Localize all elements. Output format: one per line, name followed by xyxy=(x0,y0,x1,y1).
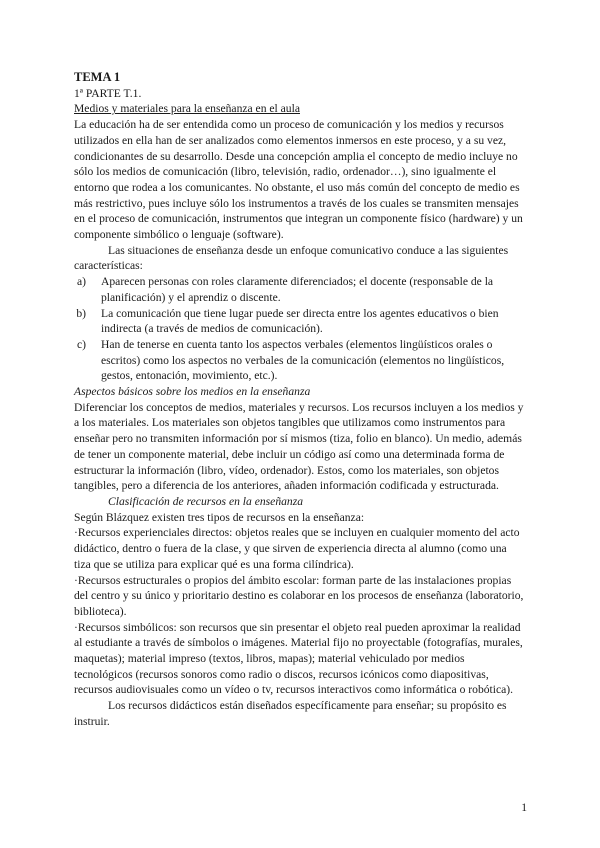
resource-item: ·Recursos experienciales directos: objetos reales que se incluyen en cualquier momento del acto didáctico, dentro o fuera de la clase, y que sirven de experiencia directa al alumno (como una tiza que se utiliza para explicar qué es una forma cilíndrica). xyxy=(74,526,520,571)
list-item-text: Han de tenerse en cuenta tanto los aspectos verbales (elementos lingüísticos orales o escritos) como los aspectos no verbales de la comunicación (elementos no lingüísticos, gestos, entonación, movimiento, etc.). xyxy=(101,337,505,383)
paragraph-1: La educación ha de ser entendida como un proceso de comunicación y los medios y recursos utilizados en ella han de ser analizados como elementos inmersos en este proceso, y a su vez, condicionantes de su desarrollo. Desde una concepción amplia el concepto de medio incluye no sólo los medios de comunicación (libro, televisión, radio, ordenador…), sino igualmente el entorno que rodea a los comunicantes. No obstante, el uso más común del concepto de medio es más restrictivo, pues incluye sólo los instrumentos a través de los cuales se transmiten mensajes en el proceso de comunicación, instrumentos que integran un componente físico (hardware) y un componente simbólico o lenguaje (software). xyxy=(74,118,523,242)
list-marker: c) xyxy=(76,337,86,351)
list-item xyxy=(74,274,526,305)
paragraph-4: Según Blázquez existen tres tipos de recursos en la enseñanza: xyxy=(74,510,365,524)
list-marker: a) xyxy=(76,275,86,289)
page-content xyxy=(74,70,526,730)
subheading-aspectos: Aspectos básicos sobre los medios en la enseñanza xyxy=(74,385,311,399)
doc-part: 1ª PARTE T.1. xyxy=(74,86,142,100)
characteristics-list xyxy=(74,274,526,384)
resource-item: ·Recursos simbólicos: son recursos que sin presentar el objeto real pueden aproximar la realidad al estudiante a través de símbolos o imágenes. Material fijo no proyectable (fotografías, murales, maquetas); material impreso (textos, libros, mapas); material vehiculado por medios tecnológicos (recursos sonoros como radio o discos, recursos icónicos como diapositivas, recursos audiovisuales como un vídeo o tv, recursos interactivos como informática o robótica). xyxy=(74,620,523,697)
resource-item: ·Recursos estructurales o propios del ámbito escolar: forman parte de las instalaciones propias del centro y su único y prioritario destino es colaborar en los procesos de enseñanza (laboratorio, biblioteca). xyxy=(74,573,524,618)
page-number: 1 xyxy=(521,801,527,814)
list-marker: b) xyxy=(76,306,86,320)
paragraph-5: Los recursos didácticos están diseñados específicamente para enseñar; su propósito es instruir. xyxy=(74,699,507,728)
list-item xyxy=(74,306,526,337)
list-item-text: Aparecen personas con roles claramente diferenciados; el docente (responsable de la planificación) y el aprendiz o discente. xyxy=(101,275,494,304)
paragraph-2: Las situaciones de enseñanza desde un enfoque comunicativo conduce a las siguientes características: xyxy=(74,243,509,273)
subheading-clasificacion: Clasificación de recursos en la enseñanza xyxy=(108,494,304,508)
list-item xyxy=(74,337,526,384)
section-heading: Medios y materiales para la enseñanza en el aula xyxy=(74,102,300,116)
list-item-text: La comunicación que tiene lugar puede ser directa entre los agentes educativos o bien indirecta (a través de medios de comunicación). xyxy=(101,306,499,336)
doc-title: TEMA 1 xyxy=(74,70,121,84)
paragraph-3: Diferenciar los conceptos de medios, materiales y recursos. Los recursos incluyen a los medios y a los materiales. Los materiales son objetos tangibles que utilizamos como instrumentos para enseñar pero no transmiten información por sí mismos (tiza, folio en blanco). Un medio, además de tener un componente material, debe incluir un código así como una determinada forma de estructurar la información (libro, vídeo, ordenador). Estos, como los materiales, son objetos tangibles, pero a diferencia de los anteriores, añaden información codificada y estructurada. xyxy=(74,400,524,493)
